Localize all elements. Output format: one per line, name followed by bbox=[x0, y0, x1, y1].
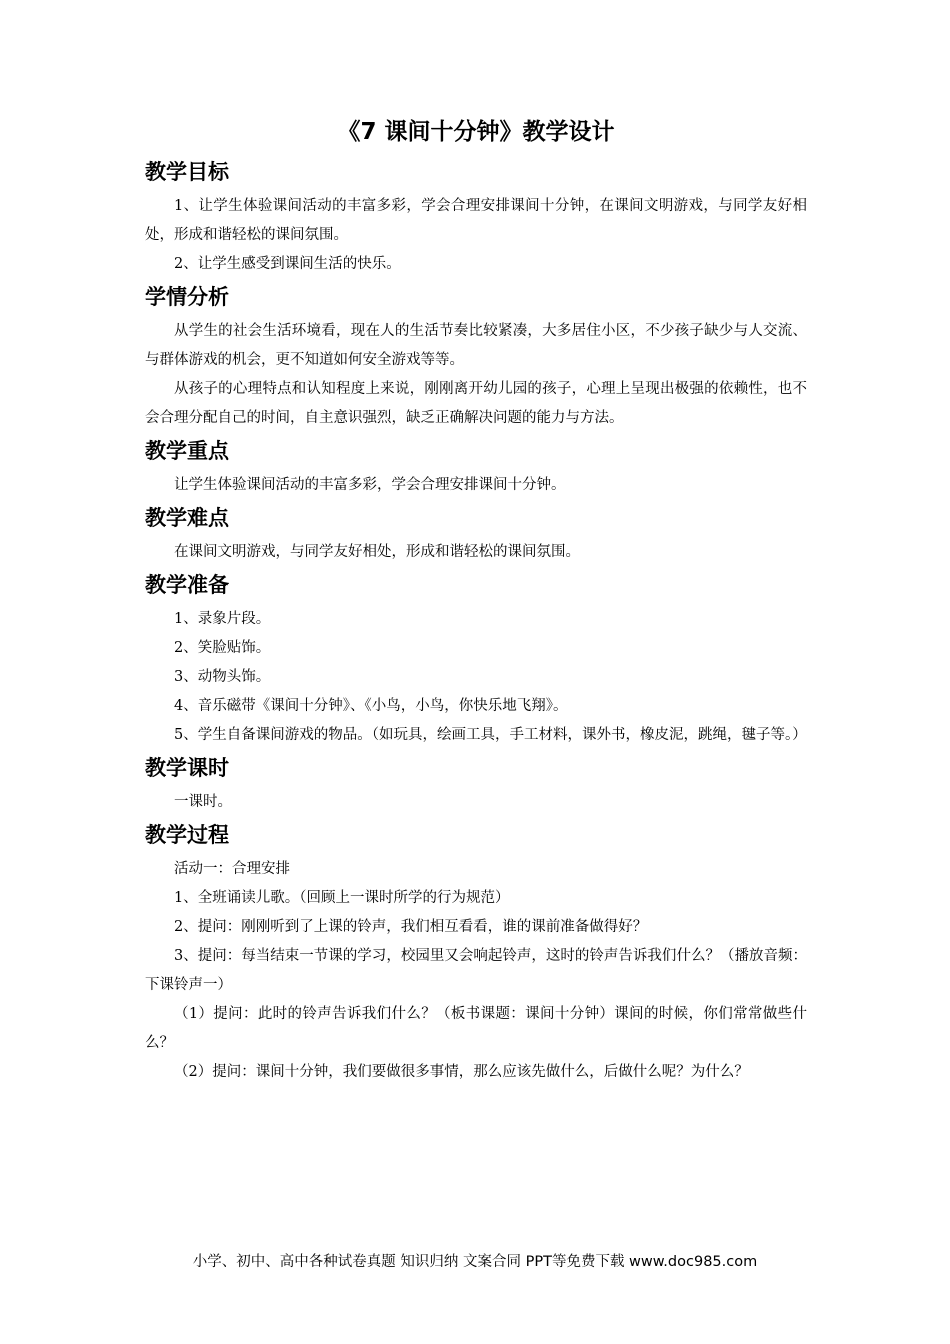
paragraph: （2）提问：课间十分钟，我们要做很多事情，那么应该先做什么，后做什么呢？为什么？ bbox=[174, 1064, 749, 1080]
paragraph: 在课间文明游戏，与同学友好相处，形成和谐轻松的课间氛围。 bbox=[174, 544, 580, 560]
paragraph: 1、录象片段。 bbox=[174, 611, 271, 627]
section bbox=[145, 281, 807, 433]
paragraph: 1、全班诵读儿歌。（回顾上一课时所学的行为规范） bbox=[174, 890, 510, 906]
paragraph: 3、提问：每当结束一节课的学习，校园里又会响起铃声，这时的铃声告诉我们什么？（播放音频：下课铃声一） bbox=[145, 948, 807, 993]
section-heading: 学情分析 bbox=[145, 285, 229, 309]
section bbox=[145, 752, 807, 817]
paragraph: 活动一：合理安排 bbox=[174, 861, 290, 877]
paragraph: 从孩子的心理特点和认知程度上来说，刚刚离开幼儿园的孩子，心理上呈现出极强的依赖性，也不会合理分配自己的时间，自主意识强烈，缺乏正确解决问题的能力与方法。 bbox=[145, 381, 807, 426]
section-heading: 教学难点 bbox=[145, 506, 229, 530]
section bbox=[145, 819, 807, 1087]
footer-text[interactable]: 小学、初中、高中各种试卷真题 知识归纳 文案合同 PPT等免费下载 www.doc985.com bbox=[192, 1254, 758, 1270]
paragraph: 1、让学生体验课间活动的丰富多彩，学会合理安排课间十分钟，在课间文明游戏，与同学友好相处，形成和谐轻松的课间氛围。 bbox=[145, 198, 807, 243]
section-heading: 教学重点 bbox=[145, 439, 229, 463]
section bbox=[145, 156, 807, 279]
section bbox=[145, 435, 807, 500]
section-heading: 教学课时 bbox=[145, 756, 229, 780]
document-page bbox=[145, 112, 807, 1087]
paragraph: （1）提问：此时的铃声告诉我们什么？（板书课题：课间十分钟）课间的时候，你们常常做些什么？ bbox=[145, 1006, 807, 1051]
section bbox=[145, 502, 807, 567]
paragraph: 2、让学生感受到课间生活的快乐。 bbox=[174, 256, 401, 272]
paragraph: 2、笑脸贴饰。 bbox=[174, 640, 271, 656]
paragraph: 让学生体验课间活动的丰富多彩，学会合理安排课间十分钟。 bbox=[174, 477, 566, 493]
paragraph: 2、提问：刚刚听到了上课的铃声，我们相互看看，谁的课前准备做得好？ bbox=[174, 919, 648, 935]
paragraph: 3、动物头饰。 bbox=[174, 669, 271, 685]
section bbox=[145, 569, 807, 750]
paragraph: 从学生的社会生活环境看，现在人的生活节奏比较紧凑，大多居住小区，不少孩子缺少与人交流、与群体游戏的机会，更不知道如何安全游戏等等。 bbox=[145, 323, 807, 368]
section-heading: 教学准备 bbox=[145, 573, 229, 597]
section-heading: 教学目标 bbox=[145, 160, 229, 184]
document-body bbox=[145, 156, 807, 1087]
section-heading: 教学过程 bbox=[145, 823, 229, 847]
document-title: 《7 课间十分钟》教学设计 bbox=[337, 119, 615, 145]
paragraph: 5、学生自备课间游戏的物品。（如玩具，绘画工具，手工材料，课外书，橡皮泥，跳绳，毽子等。） bbox=[174, 727, 807, 743]
paragraph: 4、音乐磁带《课间十分钟》、《小鸟，小鸟，你快乐地飞翔》。 bbox=[174, 698, 568, 714]
paragraph: 一课时。 bbox=[174, 794, 232, 810]
